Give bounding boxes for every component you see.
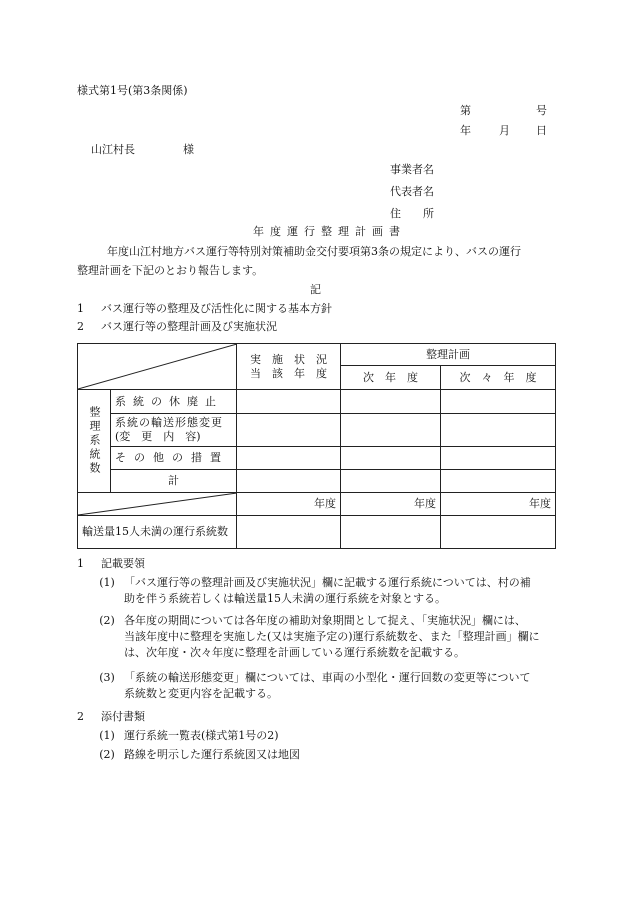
note-line: 「バス運行等の整理計画及び実施状況」欄に記載する運行系統については、村の補 — [124, 576, 531, 589]
notes-heading-text: 記載要領 — [101, 557, 145, 570]
cell[interactable] — [441, 447, 556, 470]
attachments-heading-text: 添付書類 — [101, 710, 145, 723]
cell[interactable] — [441, 390, 556, 414]
cell[interactable] — [441, 414, 556, 447]
section-1 — [77, 302, 332, 316]
section-2 — [77, 320, 277, 334]
note-item-2 — [90, 613, 560, 661]
date-month: 月 — [499, 124, 510, 137]
year-label-next: 年度 — [341, 493, 441, 516]
attachments-heading — [77, 710, 145, 724]
note-item-3 — [90, 670, 560, 702]
document-title: 年度運行整理計画書 — [253, 225, 406, 238]
cell[interactable] — [341, 414, 441, 447]
applicant-address: 住 所 — [390, 207, 434, 220]
intro-line-1: 年度山江村地方バス運行等特別対策補助金交付要項第3条の規定により、バスの運行 — [96, 245, 521, 258]
addressee-name: 山江村長 — [91, 143, 135, 156]
applicant-representative: 代表者名 — [390, 185, 434, 198]
attachment-num: (2) — [99, 748, 115, 761]
row-label-other: その他の措置 — [111, 447, 237, 470]
next-year-header: 次 年 度 — [341, 366, 441, 390]
year-label-next2: 年度 — [441, 493, 556, 516]
row-label-total: 計 — [111, 470, 237, 493]
attachment-item-1 — [90, 729, 279, 743]
row-label-line-2: (変 更 内 容) — [115, 430, 201, 443]
status-header — [237, 344, 341, 390]
row-label-transport-change — [111, 414, 237, 447]
note-line: 各年度の期間については各年度の補助対象期間として捉え、「実施状況」欄には、 — [124, 614, 526, 627]
ki-mark: 記 — [310, 283, 321, 296]
note-line: は、次年度・次々年度に整理を計画している運行系統数を記載する。 — [124, 646, 465, 659]
cell[interactable] — [341, 390, 441, 414]
attachment-item-2 — [90, 748, 300, 762]
cell[interactable] — [237, 447, 341, 470]
under15-label: 輸送量15人未満の運行系統数 — [78, 516, 237, 549]
year-label-current: 年度 — [237, 493, 341, 516]
date-year: 年 — [460, 124, 471, 137]
note-line: 助を伴う系統若しくは輸送量15人未満の運行系統を対象とする。 — [124, 592, 446, 605]
section-num: 2 — [77, 320, 84, 333]
row-label-suspension: 系統の休廃止 — [111, 390, 237, 414]
cell[interactable] — [237, 390, 341, 414]
attachments-heading-num: 2 — [77, 710, 84, 723]
section-text: バス運行等の整理及び活性化に関する基本方針 — [101, 302, 332, 315]
note-num: (2) — [99, 614, 115, 627]
section-num: 1 — [77, 302, 84, 315]
year-row-diagonal-cell — [78, 493, 237, 516]
year-after-next-header: 次 々 年 度 — [441, 366, 556, 390]
section-text: バス運行等の整理計画及び実施状況 — [101, 320, 277, 333]
row-group-label — [78, 390, 111, 493]
note-line: 「系統の輸送形態変更」欄については、車両の小型化・運行回数の変更等について — [124, 671, 531, 684]
cell[interactable] — [341, 470, 441, 493]
applicant-business-name: 事業者名 — [390, 163, 434, 176]
attachment-text: 運行系統一覧表(様式第1号の2) — [124, 729, 279, 742]
plan-header: 整理計画 — [341, 344, 556, 366]
plan-table — [77, 343, 556, 549]
cell[interactable] — [237, 470, 341, 493]
note-line: 系統数と変更内容を記載する。 — [124, 687, 278, 700]
diagonal-line — [78, 344, 237, 389]
notes-heading — [77, 557, 145, 571]
cell[interactable] — [237, 516, 341, 549]
row-label-line-1: 系統の輸送形態変更 — [115, 416, 223, 429]
status-header-line-1: 実 施 状 況 — [250, 352, 327, 366]
note-num: (3) — [99, 671, 115, 684]
notes-heading-num: 1 — [77, 557, 84, 570]
cell[interactable] — [341, 447, 441, 470]
doc-number-suffix: 号 — [536, 104, 547, 117]
date-day: 日 — [536, 124, 547, 137]
diagonal-line — [78, 493, 237, 515]
cell[interactable] — [441, 470, 556, 493]
cell[interactable] — [341, 516, 441, 549]
cell[interactable] — [237, 414, 341, 447]
status-header-line-2: 当 該 年 度 — [250, 366, 327, 380]
cell[interactable] — [441, 516, 556, 549]
attachment-text: 路線を明示した運行系統図又は地図 — [124, 748, 300, 761]
doc-number-prefix: 第 — [460, 104, 471, 117]
note-num: (1) — [99, 576, 115, 589]
row-group-text: 整理系統数 — [88, 406, 101, 476]
note-item-1 — [90, 575, 560, 607]
form-label: 様式第1号(第3条関係) — [77, 84, 188, 97]
intro-line-2: 整理計画を下記のとおり報告します。 — [77, 264, 264, 277]
attachment-num: (1) — [99, 729, 115, 742]
addressee-honorific: 様 — [183, 143, 194, 156]
note-line: 当該年度中に整理を実施した(又は実施予定の)運行系統数を、また「整理計画」欄に — [124, 630, 540, 643]
diagonal-header-cell — [78, 344, 237, 390]
